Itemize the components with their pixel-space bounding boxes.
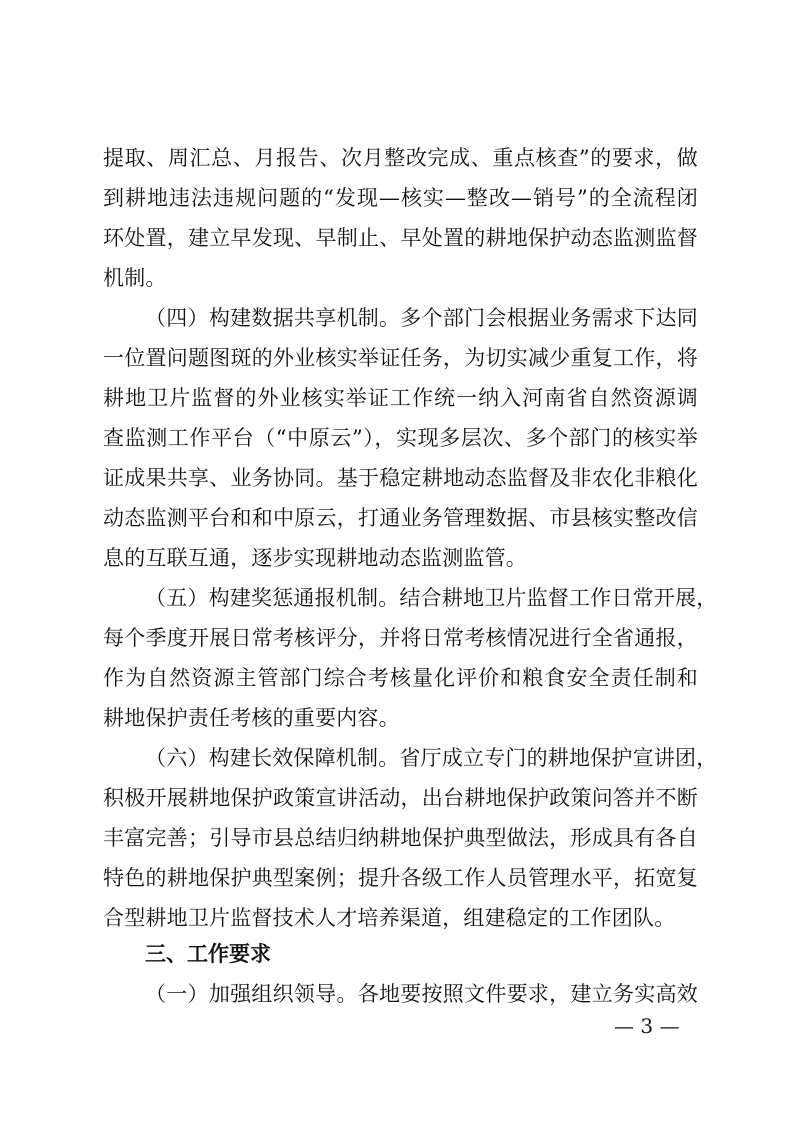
body-line: 积极开展耕地保护政策宣讲活动，出台耕地保护政策问答并不断 [103,786,698,810]
body-line: 一位置问题图斑的外业核实举证任务，为切实减少重复工作，将 [103,346,698,370]
body-line: 每个季度开展日常考核评分，并将日常考核情况进行全省通报， [103,626,698,650]
section-five-lead: （五）构建奖惩通报机制。结合耕地卫片监督工作日常开展， [145,586,718,610]
body-line: 动态监测平台和和中原云，打通业务管理数据、市县核实整改信 [103,506,698,530]
body-line: 到耕地违法违规问题的“发现—核实—整改—销号”的全流程闭 [103,186,698,210]
body-line: 提取、周汇总、月报告、次月整改完成、重点核查”的要求，做 [103,146,698,170]
body-line: 证成果共享、业务协同。基于稳定耕地动态监督及非农化非粮化 [103,466,698,490]
body-line: 合型耕地卫片监督技术人才培养渠道，组建稳定的工作团队。 [103,906,676,930]
body-line: 机制。 [103,266,167,290]
body-line: 丰富完善；引导市县总结归纳耕地保护典型做法，形成具有各自 [103,826,698,850]
page-number: — 3 — [614,1014,680,1038]
body-line: 息的互联互通，逐步实现耕地动态监测监管。 [103,546,527,570]
section-heading-work-requirements: 三、工作要求 [145,942,271,966]
body-line: 耕地卫片监督的外业核实举证工作统一纳入河南省自然资源调 [103,386,698,410]
section-six-lead: （六）构建长效保障机制。省厅成立专门的耕地保护宣讲团， [145,746,718,770]
subsection-one-lead: （一）加强组织领导。各地要按照文件要求，建立务实高效 [145,982,698,1006]
body-line: 环处置，建立早发现、早制止、早处置的耕地保护动态监测监督 [103,226,698,250]
section-four-lead: （四）构建数据共享机制。多个部门会根据业务需求下达同 [145,306,698,330]
body-line: 作为自然资源主管部门综合考核量化评价和粮食安全责任制和 [103,666,698,690]
body-line: 查监测工作平台（“中原云”），实现多层次、多个部门的核实举 [103,426,698,450]
body-line: 特色的耕地保护典型案例；提升各级工作人员管理水平，拓宽复 [103,866,698,890]
body-line: 耕地保护责任考核的重要内容。 [103,706,400,730]
